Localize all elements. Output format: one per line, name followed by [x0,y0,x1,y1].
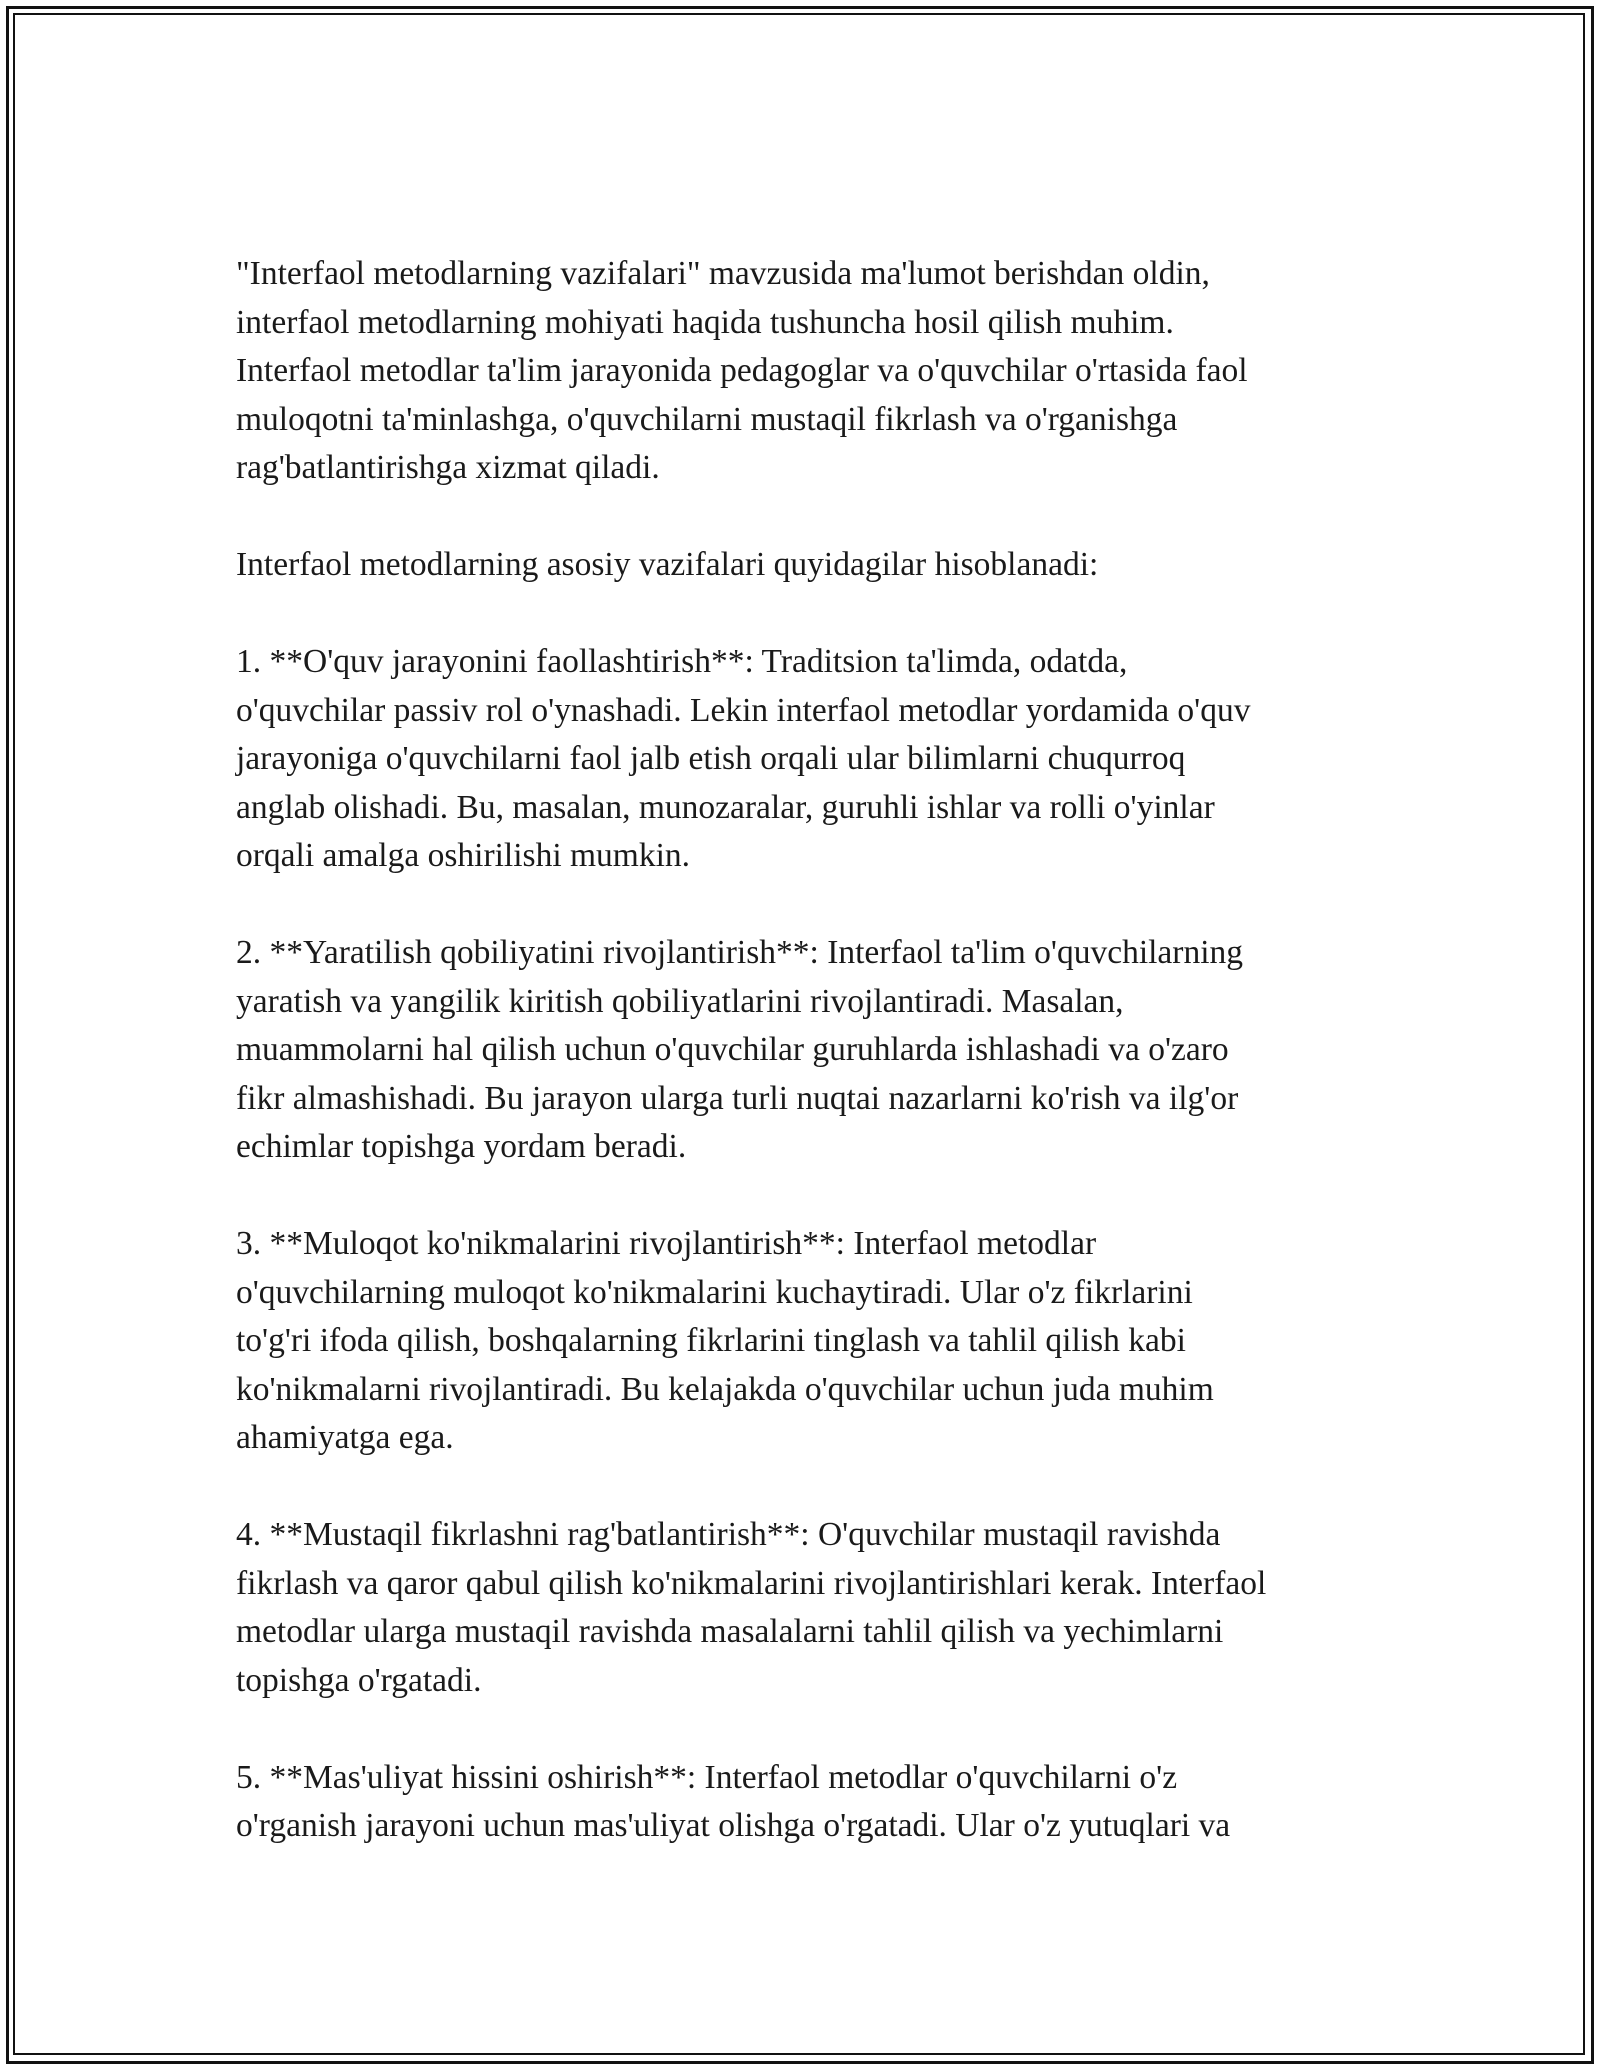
text-line: 2. **Yaratilish qobiliyatini rivojlantirish**: Interfaol ta'lim o'quvchilarning [236,934,1244,971]
text-line: ko'nikmalarni rivojlantiradi. Bu kelajakda o'quvchilar uchun juda muhim [236,1370,1214,1408]
text-line: to'g'ri ifoda qilish, boshqalarning fikrlarini tinglash va tahlil qilish kabi [236,1322,1186,1359]
list-item-2 [236,929,1376,1172]
text-line: o'rganish jarayoni uchun mas'uliyat olishga o'rgatadi. Ular o'z yutuqlari va [236,1807,1231,1844]
text-line: 3. **Muloqot ko'nikmalarini rivojlantirish**: Interfaol metodlar [236,1225,1097,1262]
paragraph-intro [236,250,1376,493]
text-line: fikrlash va qaror qabul qilish ko'nikmalarini rivojlantirishlari kerak. Interfaol [236,1564,1267,1602]
text-line: muammolarni hal qilish uchun o'quvchilar guruhlarda ishlashadi va o'zaro [236,1031,1229,1068]
list-item-3 [236,1220,1376,1463]
text-line: topishga o'rgatadi. [236,1661,482,1699]
text-line: Interfaol metodlarning asosiy vazifalari quyidagilar hisoblanadi: [236,546,1099,583]
text-line: fikr almashishadi. Bu jarayon ularga turli nuqtai nazarlarni ko'rish va ilg'or [236,1079,1239,1117]
text-line: orqali amalga oshirilishi mumkin. [236,837,691,874]
text-line: Interfaol metodlar ta'lim jarayonida pedagoglar va o'quvchilar o'rtasida faol [236,352,1248,389]
text-line: echimlar topishga yordam beradi. [236,1128,687,1165]
text-line: jarayoniga o'quvchilarni faol jalb etish orqali ular bilimlarni chuqurroq [236,740,1186,777]
text-line: yaratish va yangilik kiritish qobiliyatlarini rivojlantiradi. Masalan, [236,982,1124,1020]
text-line: 1. **O'quv jarayonini faollashtirish**: Traditsion ta'limda, odatda, [236,643,1128,680]
text-line: metodlar ularga mustaqil ravishda masalalarni tahlil qilish va yechimlarni [236,1613,1224,1650]
text-line: o'quvchilar passiv rol o'ynashadi. Lekin interfaol metodlar yordamida o'quv [236,691,1251,729]
text-line: rag'batlantirishga xizmat qiladi. [236,449,660,486]
text-line: muloqotni ta'minlashga, o'quvchilarni mustaqil fikrlash va o'rganishga [236,400,1178,438]
text-line: o'quvchilarning muloqot ko'nikmalarini kuchaytiradi. Ular o'z fikrlarini [236,1273,1193,1311]
text-line: "Interfaol metodlarning vazifalari" mavzusida ma'lumot berishdan oldin, [236,255,1210,292]
text-line: 4. **Mustaqil fikrlashni rag'batlantirish**: O'quvchilar mustaqil ravishda [236,1516,1221,1553]
text-line: ahamiyatga ega. [236,1419,454,1456]
paragraph-list-intro [236,541,1376,590]
list-item-4 [236,1511,1376,1705]
text-line: 5. **Mas'uliyat hissini oshirish**: Interfaol metodlar o'quvchilarni o'z [236,1758,1178,1796]
list-item-1 [236,638,1376,881]
document-body [236,250,1376,1899]
text-line: interfaol metodlarning mohiyati haqida tushuncha hosil qilish muhim. [236,303,1174,341]
text-line: anglab olishadi. Bu, masalan, munozaralar, guruhli ishlar va rolli o'yinlar [236,788,1215,826]
list-item-5 [236,1754,1376,1851]
